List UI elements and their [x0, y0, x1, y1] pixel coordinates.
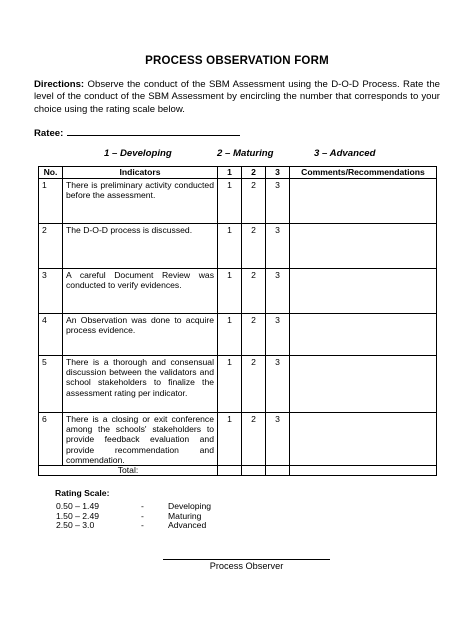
legend-maturing: 2 – Maturing — [217, 148, 274, 159]
score-option-1[interactable]: 1 — [218, 413, 242, 466]
scale-dash: - — [141, 511, 144, 521]
row-number: 3 — [39, 269, 63, 314]
observation-table — [38, 166, 437, 476]
comments-cell[interactable] — [290, 413, 437, 466]
table-row — [39, 224, 437, 269]
comments-cell[interactable] — [290, 269, 437, 314]
score-option-2[interactable]: 2 — [242, 224, 266, 269]
indicator-text: An Observation was done to acquire process evidence. — [63, 314, 218, 356]
table-row — [39, 179, 437, 224]
score-option-2[interactable]: 2 — [242, 179, 266, 224]
score-option-1[interactable]: 1 — [218, 356, 242, 413]
score-option-1[interactable]: 1 — [218, 314, 242, 356]
score-option-1[interactable]: 1 — [218, 269, 242, 314]
ratee-blank-line[interactable] — [67, 126, 240, 136]
total-label: Total: — [39, 466, 218, 476]
indicator-text: There is a closing or exit conference among the schools' stakeholders to provide feedback evaluation and provide recommendation and commendation. — [63, 413, 218, 466]
scale-range: 0.50 – 1.49 — [56, 501, 100, 511]
row-number: 4 — [39, 314, 63, 356]
score-option-1[interactable]: 1 — [218, 224, 242, 269]
row-number: 2 — [39, 224, 63, 269]
scale-label: Advanced — [168, 520, 207, 530]
score-option-2[interactable]: 2 — [242, 356, 266, 413]
legend-advanced: 3 – Advanced — [314, 148, 376, 159]
scale-dash: - — [141, 520, 144, 530]
comments-cell[interactable] — [290, 179, 437, 224]
score-option-1[interactable]: 1 — [218, 179, 242, 224]
score-option-3[interactable]: 3 — [266, 179, 290, 224]
row-number: 6 — [39, 413, 63, 466]
header-comments: Comments/Recommendations — [290, 167, 437, 179]
header-no: No. — [39, 167, 63, 179]
comments-cell[interactable] — [290, 224, 437, 269]
scale-label: Developing — [168, 501, 211, 511]
directions-label: Directions: — [34, 79, 85, 90]
header-indicators: Indicators — [63, 167, 218, 179]
legend-developing: 1 – Developing — [104, 148, 172, 159]
table-header-row — [39, 167, 437, 179]
row-number: 5 — [39, 356, 63, 413]
total-score-2[interactable] — [242, 466, 266, 476]
score-option-3[interactable]: 3 — [266, 269, 290, 314]
table-row — [39, 413, 437, 466]
table-row — [39, 356, 437, 413]
indicator-text: The D-O-D process is discussed. — [63, 224, 218, 269]
ratee-label: Ratee: — [34, 128, 64, 139]
header-score-2: 2 — [242, 167, 266, 179]
row-number: 1 — [39, 179, 63, 224]
score-option-3[interactable]: 3 — [266, 224, 290, 269]
score-option-2[interactable]: 2 — [242, 314, 266, 356]
indicator-text: There is preliminary activity conducted before the assessment. — [63, 179, 218, 224]
scale-label: Maturing — [168, 511, 202, 521]
ratee-field[interactable] — [34, 126, 240, 139]
scale-range: 1.50 – 2.49 — [56, 511, 100, 521]
rating-scale-heading: Rating Scale: — [55, 488, 110, 498]
comments-cell[interactable] — [290, 356, 437, 413]
scale-range: 2.50 – 3.0 — [56, 520, 95, 530]
total-score-1[interactable] — [218, 466, 242, 476]
score-option-2[interactable]: 2 — [242, 269, 266, 314]
directions-text: Observe the conduct of the SBM Assessment using the D-O-D Process. Rate the level of the conduct of the SBM Assessment by encircling the number that corresponds to your choice using the rating scale below. — [34, 79, 441, 115]
total-comments[interactable] — [290, 466, 437, 476]
total-row — [39, 466, 437, 476]
signature-label: Process Observer — [209, 561, 284, 571]
score-option-3[interactable]: 3 — [266, 356, 290, 413]
comments-cell[interactable] — [290, 314, 437, 356]
indicator-text: A careful Document Review was conducted to verify evidences. — [63, 269, 218, 314]
directions-paragraph — [34, 79, 440, 116]
score-option-2[interactable]: 2 — [242, 413, 266, 466]
form-title: PROCESS OBSERVATION FORM — [145, 55, 329, 67]
signature-line[interactable] — [163, 559, 330, 560]
header-score-3: 3 — [266, 167, 290, 179]
total-score-3[interactable] — [266, 466, 290, 476]
header-score-1: 1 — [218, 167, 242, 179]
table-row — [39, 269, 437, 314]
score-option-3[interactable]: 3 — [266, 314, 290, 356]
scale-dash: - — [141, 501, 144, 511]
indicator-text: There is a thorough and consensual discussion between the validators and school stakeholders to finalize the assessment rating per indicator. — [63, 356, 218, 413]
table-row — [39, 314, 437, 356]
score-option-3[interactable]: 3 — [266, 413, 290, 466]
